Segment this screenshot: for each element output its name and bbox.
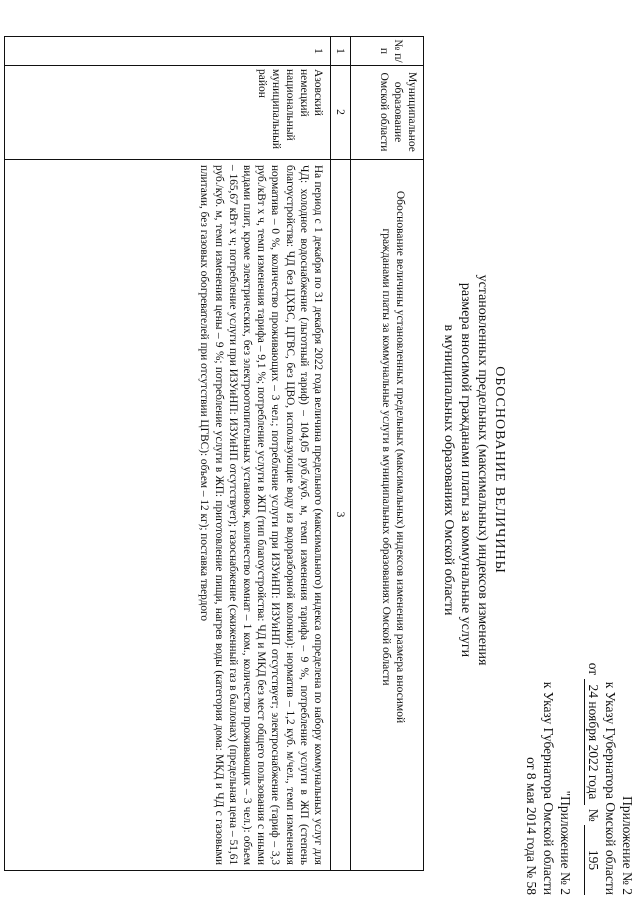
- header-number: № п/п: [378, 39, 404, 63]
- rationale-table: [4, 36, 424, 871]
- column-number-divider: [330, 37, 331, 870]
- column-divider: [5, 159, 423, 160]
- row-municipality: Азовский немецкий национальный муниципальный район: [256, 69, 324, 150]
- title-line: установленных предельных (максимальных) индексов изменения: [475, 274, 490, 666]
- header-rationale: Обоснование величины установленных предельных (максимальных) индексов изменения размера вносимой гражданами платы за коммунальные услуги в муниципальных образованиях Омской области: [380, 190, 406, 724]
- appendix-header: [523, 560, 636, 895]
- column-number: 1: [334, 48, 346, 54]
- column-divider: [5, 65, 423, 66]
- document-title: [440, 120, 508, 820]
- row-rationale-text: На период с 1 декабря по 31 декабря 2022 года величина предельного (максимального) индекса определена по набору коммунальных услуг для ЧД: холодное водоснабжение (льготный тариф) – 104,05 руб./куб. м, темп изменения тарифа – 9 %, потребление услуги в ЖП (степень благоустройства: ЧД без ЦХВС, ЦГВС, без ЦВО, использующие воду из водоразборной колонки): норматив – 1,2 куб. м/чел., темп изменения норматива – 0 %, количество проживающих – 3 чел.; потребление услуги при ИЗУиНП: ИЗУиНП отсутствует; электроснабжение (тариф – 3,3 руб./кВт х ч, темп изменения тарифа – 9,1 %; потребление услуги в ЖП (тип благоустройства: ЧД и МКД без мест общего пользования с иными видами плит, кроме электрических, без электроотопительных установок, количество комнат – 1 ком., количество проживающих – 3 чел.): объем – 165,67 кВт х ч; потребление услуги при ИЗУиНП: ИЗУиНП отсутствует); газоснабжение (сжиженный газ в баллонах) (предельная цена – 51,61 руб./куб. м, темп изменения цены – 9 %; потребление услуги в ЖП: приготовление пищи, нагрев воды (категория дома: МКД и ЧД с газовыми плитами, без газовых обогревателей при отсутствии ЦГВС): объем – 12 кг); поставка твердого: [198, 165, 324, 865]
- column-number: 2: [334, 109, 346, 115]
- decree-date: 24 ноября 2022 года: [584, 679, 602, 806]
- row-number: 1: [312, 48, 324, 54]
- decree-line: к Указу Губернатора Омской области: [603, 681, 618, 895]
- from-label: от: [586, 662, 601, 676]
- decree-date-line: [584, 560, 602, 895]
- title-main: ОБОСНОВАНИЕ ВЕЛИЧИНЫ: [492, 366, 507, 574]
- original-appendix-line: "Приложение № 2: [558, 790, 573, 895]
- header-divider: [350, 37, 351, 870]
- header-municipality: Муниципальное образование Омской области: [378, 72, 418, 152]
- original-decree-date: от 8 мая 2014 года № 58: [524, 757, 539, 895]
- original-decree-line: к Указу Губернатора Омской области: [541, 681, 556, 895]
- column-number: 3: [334, 511, 346, 518]
- title-line: размера вносимой гражданами платы за коммунальные услуги: [458, 282, 473, 658]
- decree-number: 195: [584, 825, 602, 895]
- title-line: в муниципальных образованиях Омской области: [441, 324, 456, 616]
- appendix-line: Приложение № 2: [620, 796, 635, 895]
- number-sign: №: [586, 808, 601, 822]
